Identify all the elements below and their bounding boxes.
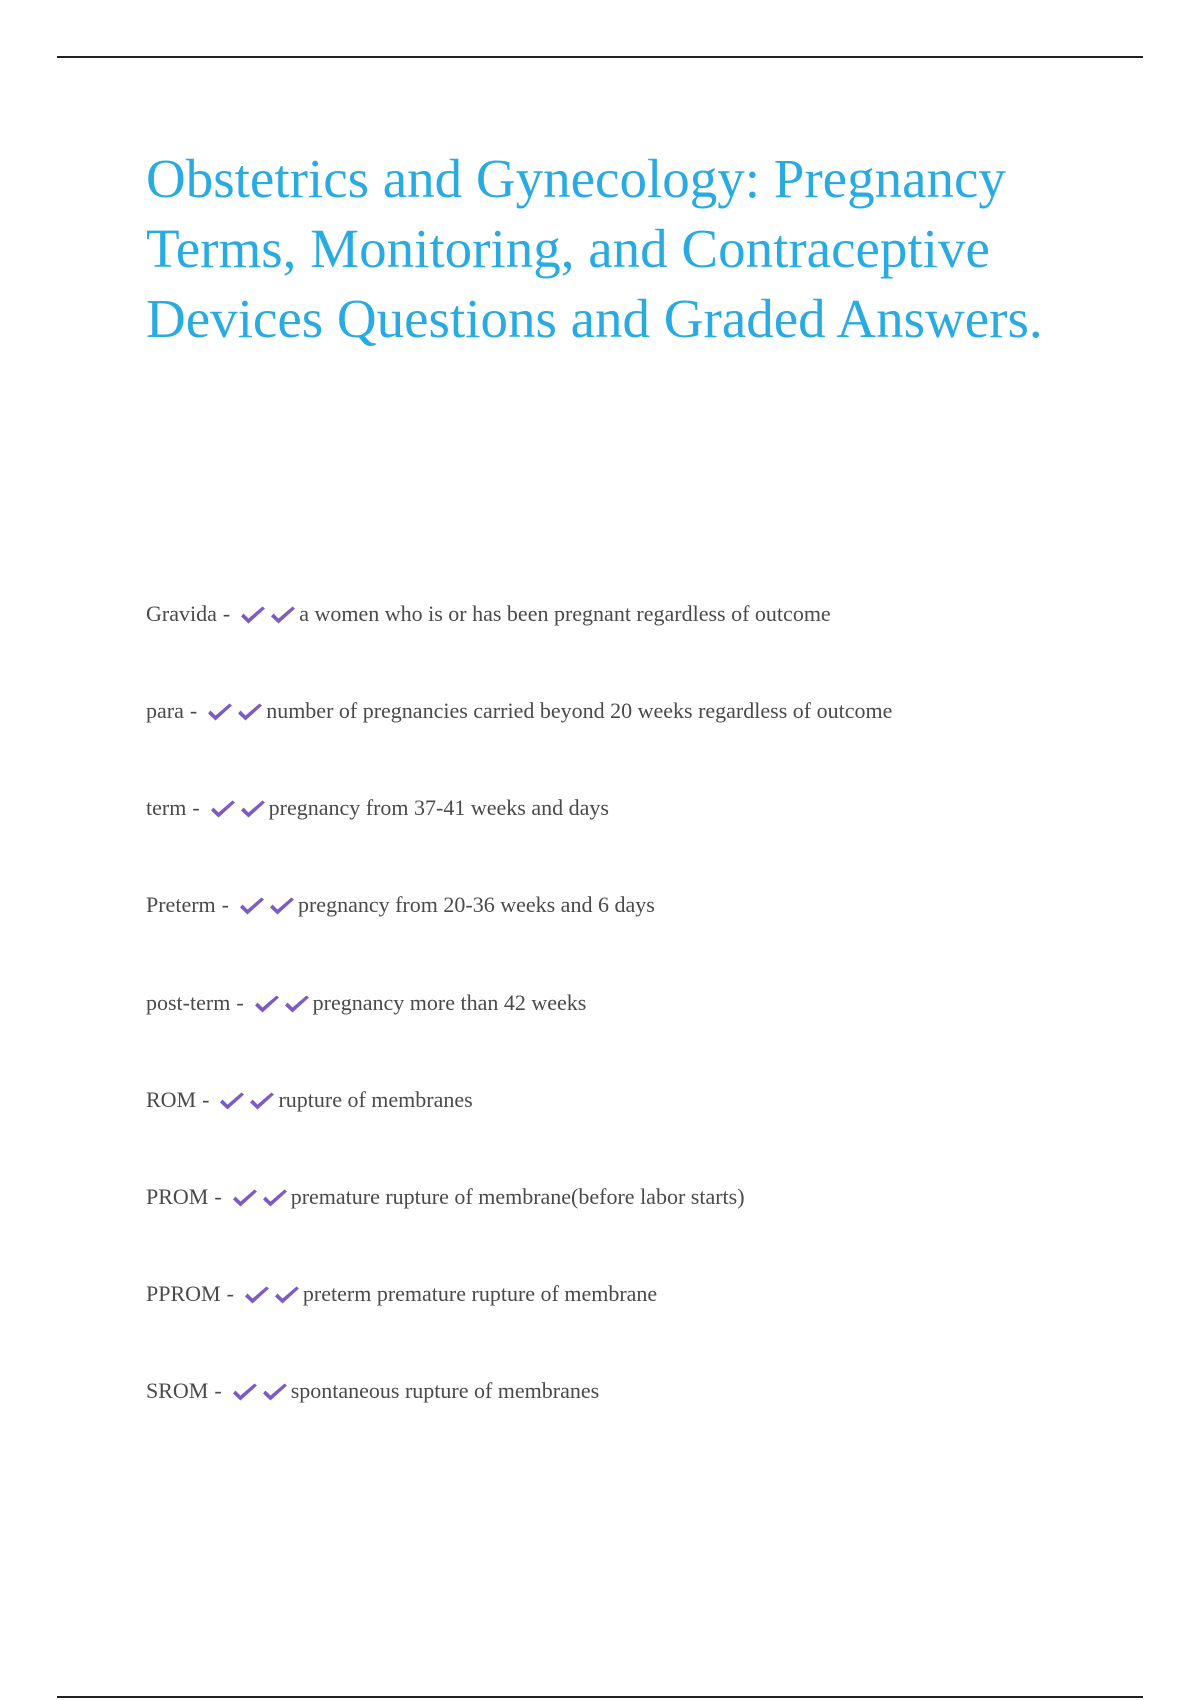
- qa-term: post-term: [146, 990, 231, 1015]
- qa-term: SROM: [146, 1378, 209, 1403]
- qa-item: [146, 1370, 1126, 1467]
- check-icon: [268, 605, 298, 627]
- check-icon: [238, 605, 268, 627]
- qa-item: [146, 982, 1126, 1079]
- check-icon: [237, 896, 267, 918]
- qa-separator: -: [192, 795, 200, 820]
- qa-answer: a women who is or has been pregnant regardless of outcome: [299, 601, 831, 626]
- qa-item: [146, 1176, 1126, 1273]
- double-check-icon: [230, 1176, 290, 1218]
- qa-separator: -: [214, 1378, 222, 1403]
- qa-term: term: [146, 795, 187, 820]
- qa-answer: pregnancy more than 42 weeks: [312, 990, 587, 1015]
- check-icon: [208, 799, 238, 821]
- qa-separator: -: [202, 1087, 210, 1112]
- double-check-icon: [252, 982, 312, 1024]
- check-icon: [235, 702, 265, 724]
- check-icon: [247, 1091, 277, 1113]
- qa-item: [146, 593, 1126, 690]
- check-icon: [242, 1285, 272, 1307]
- check-icon: [252, 994, 282, 1016]
- qa-item: [146, 1273, 1126, 1370]
- qa-answer: number of pregnancies carried beyond 20 weeks regardless of outcome: [266, 698, 893, 723]
- double-check-icon: [230, 1370, 290, 1412]
- document-title: Obstetrics and Gynecology: Pregnancy Terms, Monitoring, and Contraceptive Devices Questions and Graded Answers.: [146, 148, 1043, 349]
- top-rule: [57, 56, 1143, 58]
- qa-item: [146, 1079, 1126, 1176]
- check-icon: [217, 1091, 247, 1113]
- check-icon: [282, 994, 312, 1016]
- qa-separator: -: [236, 990, 244, 1015]
- check-icon: [272, 1285, 302, 1307]
- double-check-icon: [238, 593, 298, 635]
- check-icon: [260, 1382, 290, 1404]
- qa-term: Preterm: [146, 892, 216, 917]
- double-check-icon: [208, 787, 268, 829]
- qa-term: Gravida: [146, 601, 217, 626]
- qa-answer: rupture of membranes: [278, 1087, 473, 1112]
- double-check-icon: [242, 1273, 302, 1315]
- qa-answer: premature rupture of membrane(before labor starts): [290, 1184, 745, 1209]
- qa-separator: -: [221, 892, 229, 917]
- qa-term: ROM: [146, 1087, 197, 1112]
- check-icon: [230, 1382, 260, 1404]
- qa-answer: spontaneous rupture of membranes: [290, 1378, 600, 1403]
- double-check-icon: [237, 884, 297, 926]
- qa-term: PPROM: [146, 1281, 221, 1306]
- qa-term: para: [146, 698, 184, 723]
- qa-list: [146, 593, 1126, 1467]
- qa-answer: pregnancy from 37-41 weeks and days: [268, 795, 609, 820]
- check-icon: [205, 702, 235, 724]
- qa-separator: -: [214, 1184, 222, 1209]
- bottom-rule: [57, 1696, 1143, 1698]
- qa-answer: pregnancy from 20-36 weeks and 6 days: [297, 892, 655, 917]
- check-icon: [260, 1188, 290, 1210]
- double-check-icon: [205, 690, 265, 732]
- check-icon: [230, 1188, 260, 1210]
- qa-item: [146, 884, 1126, 982]
- qa-item: [146, 690, 1126, 787]
- qa-separator: -: [222, 601, 231, 626]
- qa-term: PROM: [146, 1184, 209, 1209]
- qa-separator: -: [189, 698, 198, 723]
- qa-item: [146, 787, 1126, 884]
- qa-separator: -: [226, 1281, 234, 1306]
- check-icon: [238, 799, 268, 821]
- double-check-icon: [217, 1079, 277, 1121]
- check-icon: [267, 896, 297, 918]
- qa-answer: preterm premature rupture of membrane: [302, 1281, 658, 1306]
